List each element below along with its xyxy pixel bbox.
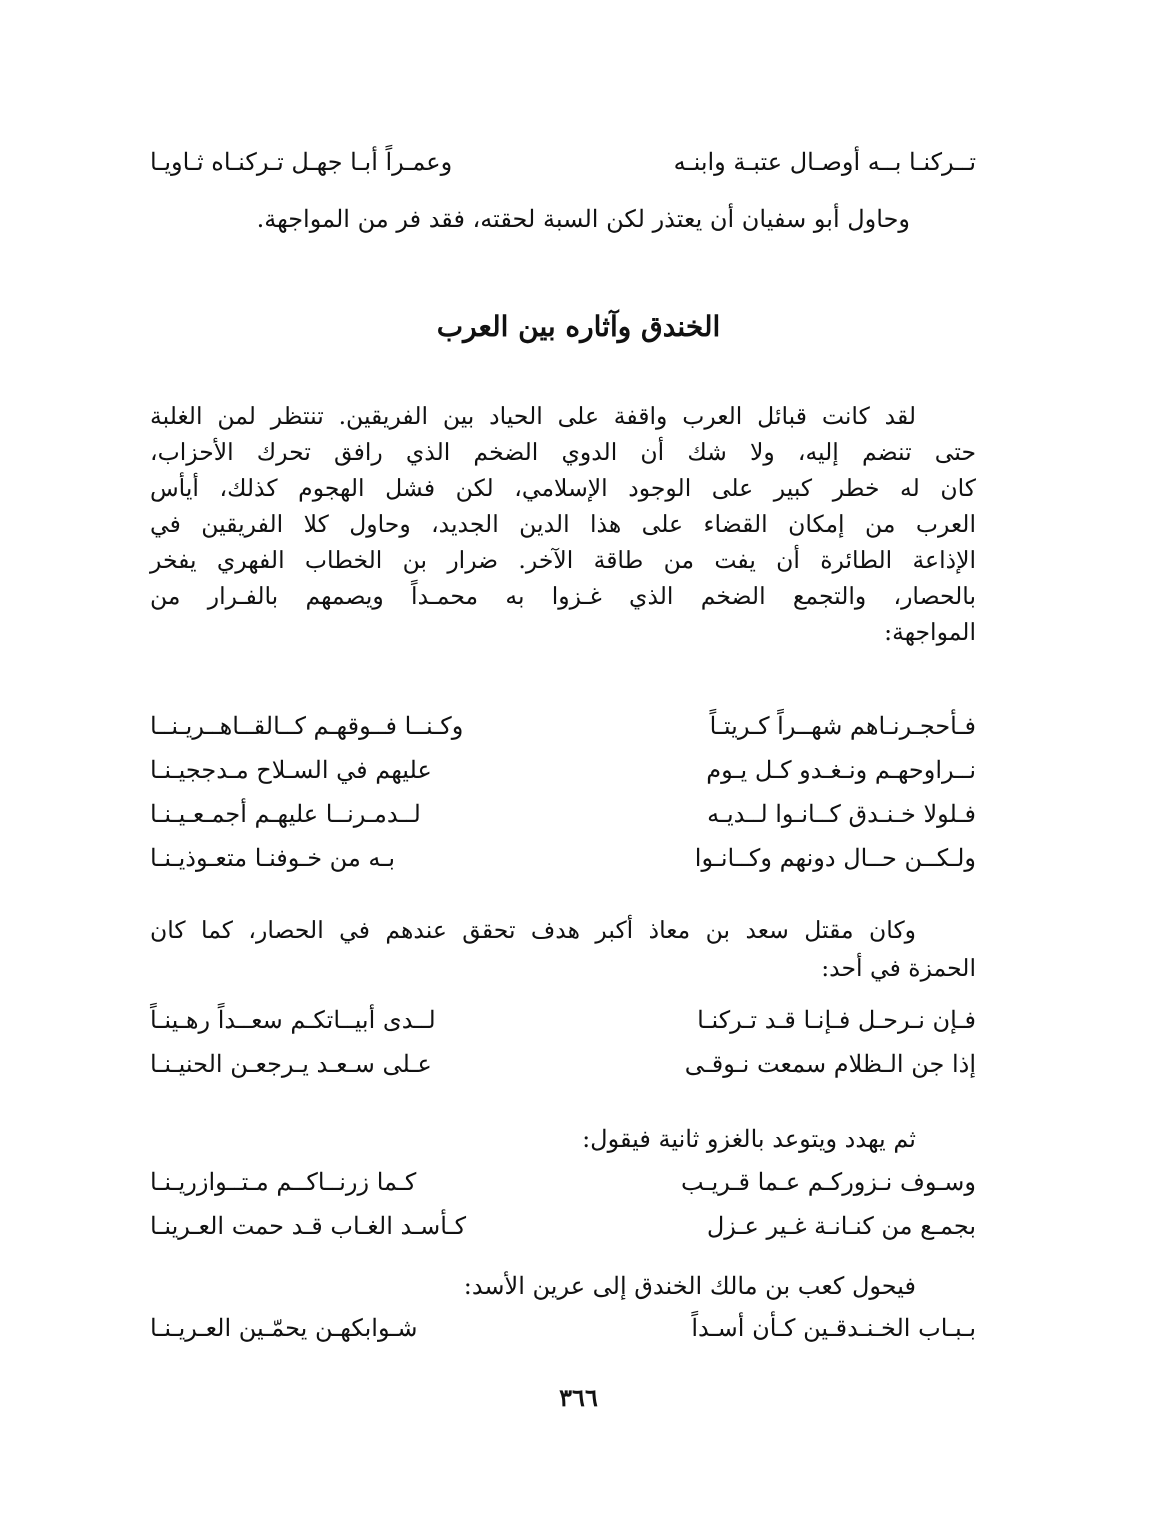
verse-hemistich-left: لــدمـرنــا عليهـم أجمـعـيـنـا: [150, 800, 421, 828]
verse-couplet: [150, 706, 976, 746]
verse-couplet: [150, 750, 976, 790]
text-line: ثم يهدد ويتوعد بالغزو ثانية فيقول:: [582, 1125, 916, 1153]
section-heading: الخندق وآثاره بين العرب: [436, 310, 721, 343]
verse-hemistich-left: عليهم في السـلاح مـدججيـنـا: [150, 756, 432, 784]
verse-hemistich-left: كـأسـد الغـاب قـد حمت العـرينـا: [150, 1212, 466, 1240]
text-line: العرب من إمكان القضاء على هذا الدين الجديد، وحاول كلا الفريقين في: [150, 510, 976, 538]
text-line: الحمزة في أحد:: [821, 954, 976, 982]
verse-couplet: [150, 1000, 976, 1040]
verse-hemistich-right: تــركنـا بــه أوصـال عتبـة وابنـه: [673, 148, 976, 176]
verse-hemistich-right: بجمـع من كنـانـة غـير عـزل: [706, 1212, 976, 1240]
verse-hemistich-right: فـلولا خـنـدق كــانـوا لــديـه: [707, 800, 976, 828]
text-line: بالحصار، والتجمع الضخم الذي غـزوا به محمـداً ويصمهم بالفـرار من: [150, 582, 976, 610]
verse-couplet: [150, 1044, 976, 1084]
verse-hemistich-left: بـه من خـوفنـا متعـوذيـنـا: [150, 844, 396, 872]
page-number: ٣٦٦: [559, 1383, 598, 1412]
verse-hemistich-left: وكـنــا فــوقهـم كــالقــاهــريـنــا: [150, 712, 464, 740]
text-line: المواجهة:: [884, 618, 976, 646]
verse-couplet: [150, 838, 976, 878]
text-line: وكان مقتل سعد بن معاذ أكبر هدف تحقق عندهم في الحصار، كما كان: [150, 916, 916, 944]
verse-hemistich-left: كـما زرنــاكــم مـتــوازريـنـا: [150, 1168, 417, 1196]
verse-hemistich-left: وعمـراً أبـا جهـل تـركنـاه ثـاويـا: [150, 148, 453, 176]
verse-hemistich-right: نــراوحهـم ونـغـدو كـل يـوم: [706, 756, 976, 784]
text-line: لقد كانت قبائل العرب واقفة على الحياد بين الفريقين. تنتظر لمن الغلبة: [150, 402, 916, 430]
text-line: كان له خطر كبير على الوجود الإسلامي، لكن فشل الهجوم كذلك، أيأس: [150, 474, 976, 502]
verse-couplet: [150, 1308, 976, 1348]
verse-hemistich-right: فـأحجـرنـاهم شهــراً كـريتـاً: [709, 712, 976, 740]
verse-hemistich-left: لــدى أبيــاتكـم سعــداً رهـينـاً: [150, 1006, 436, 1034]
verse-couplet: [150, 794, 976, 834]
verse-hemistich-right: وسـوف نـزوركـم عـما قـريـب: [680, 1168, 976, 1196]
verse-couplet: [150, 1162, 976, 1202]
verse-hemistich-right: إذا جن الـظلام سمعت نـوقـى: [684, 1050, 976, 1078]
verse-hemistich-right: ولـكــن حــال دونهم وكــانـوا: [694, 844, 976, 872]
verse-hemistich-right: بـبـاب الخـنـدقـين كـأن أسـداً: [691, 1314, 976, 1342]
verse-hemistich-left: شـوابكهـن يحمّـين العـريـنـا: [150, 1314, 418, 1342]
verse-couplet: [150, 1206, 976, 1246]
verse-hemistich-right: فـإن نـرحـل فـإنـا قـد تـركنـا: [697, 1006, 976, 1034]
text-line: حتى تنضم إليه، ولا شك أن الدوي الضخم الذي رافق تحرك الأحزاب،: [150, 438, 976, 466]
text-line: وحاول أبو سفيان أن يعتذر لكن السبة لحقته، فقد فر من المواجهة.: [256, 205, 910, 233]
text-line: فيحول كعب بن مالك الخندق إلى عرين الأسد:: [463, 1272, 916, 1300]
text-line: الإذاعة الطائرة أن يفت من طاقة الآخر. ضرار بن الخطاب الفهري يفخر: [150, 546, 976, 574]
verse-hemistich-left: عـلى سـعـد يـرجعـن الحنيـنـا: [150, 1050, 432, 1078]
verse-couplet: [150, 142, 976, 182]
